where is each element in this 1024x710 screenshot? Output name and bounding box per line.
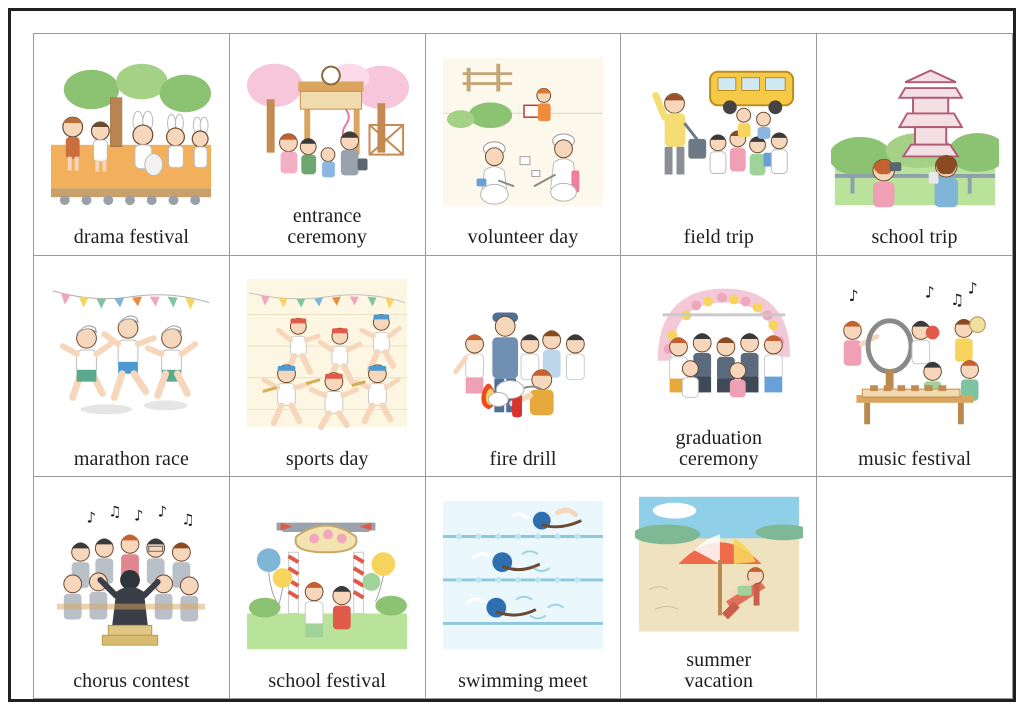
picture-card-grid xyxy=(33,33,1013,699)
card-swimming-meet[interactable] xyxy=(426,477,622,699)
caption-line-2: ceremony xyxy=(678,448,759,471)
card-graduation-ceremony[interactable] xyxy=(621,256,817,478)
caption-line-2: vacation xyxy=(684,669,754,692)
page-border xyxy=(8,8,1016,702)
svg-text:♫: ♫ xyxy=(108,503,122,521)
card-volunteer-day[interactable] xyxy=(426,34,622,256)
svg-text:♪: ♪ xyxy=(86,509,97,527)
illustration-field-trip xyxy=(635,38,803,225)
card-fire-drill[interactable] xyxy=(426,256,622,478)
card-caption: sports day xyxy=(285,448,369,471)
illustration-fire-drill xyxy=(439,260,607,447)
svg-text:♪: ♪ xyxy=(924,283,935,302)
card-field-trip[interactable] xyxy=(621,34,817,256)
card-caption: music festival xyxy=(858,448,972,471)
card-entrance-ceremony[interactable] xyxy=(230,34,426,256)
card-caption: school trip xyxy=(871,226,958,249)
caption-line-1: graduation xyxy=(675,426,763,449)
card-chorus-contest[interactable] xyxy=(34,477,230,699)
card-school-trip[interactable] xyxy=(817,34,1013,256)
svg-text:♪: ♪ xyxy=(848,287,859,306)
illustration-school-festival xyxy=(243,481,411,668)
svg-text:♫: ♫ xyxy=(181,511,196,529)
illustration-chorus-contest xyxy=(47,481,215,668)
caption-line-1: summer xyxy=(686,648,752,671)
illustration-sports-day xyxy=(243,260,411,447)
card-caption: field trip xyxy=(683,226,754,249)
illustration-summer-vacation xyxy=(635,481,803,647)
svg-text:♪: ♪ xyxy=(158,503,168,521)
card-music-festival[interactable] xyxy=(817,256,1013,478)
card-drama-festival[interactable] xyxy=(34,34,230,256)
illustration-swimming-meet xyxy=(439,481,607,668)
card-blank-cell xyxy=(817,477,1013,699)
card-marathon-race[interactable] xyxy=(34,256,230,478)
card-caption: chorus contest xyxy=(73,669,190,692)
card-sports-day[interactable] xyxy=(230,256,426,478)
card-caption: drama festival xyxy=(73,226,190,249)
illustration-music-festival xyxy=(831,260,999,447)
illustration-graduation-ceremony xyxy=(635,260,803,426)
illustration-blank xyxy=(831,481,999,690)
svg-text:♫: ♫ xyxy=(949,291,964,310)
card-caption: swimming meet xyxy=(458,669,588,692)
card-summer-vacation[interactable] xyxy=(621,477,817,699)
svg-text:♪: ♪ xyxy=(134,507,144,525)
svg-text:♪: ♪ xyxy=(967,279,978,298)
illustration-volunteer-day xyxy=(439,38,607,225)
card-caption: volunteer day xyxy=(467,226,579,249)
card-caption: school festival xyxy=(268,669,386,692)
illustration-drama-festival xyxy=(47,38,215,225)
illustration-marathon-race xyxy=(47,260,215,447)
card-caption xyxy=(685,648,754,692)
card-school-festival[interactable] xyxy=(230,477,426,699)
illustration-entrance-ceremony xyxy=(243,38,411,204)
card-caption xyxy=(287,204,367,248)
illustration-school-trip xyxy=(831,38,999,225)
caption-line-1: entrance xyxy=(292,205,362,228)
card-caption: fire drill xyxy=(489,448,557,471)
card-caption xyxy=(676,426,763,470)
card-caption: marathon race xyxy=(73,448,189,471)
caption-line-2: ceremony xyxy=(287,226,368,249)
